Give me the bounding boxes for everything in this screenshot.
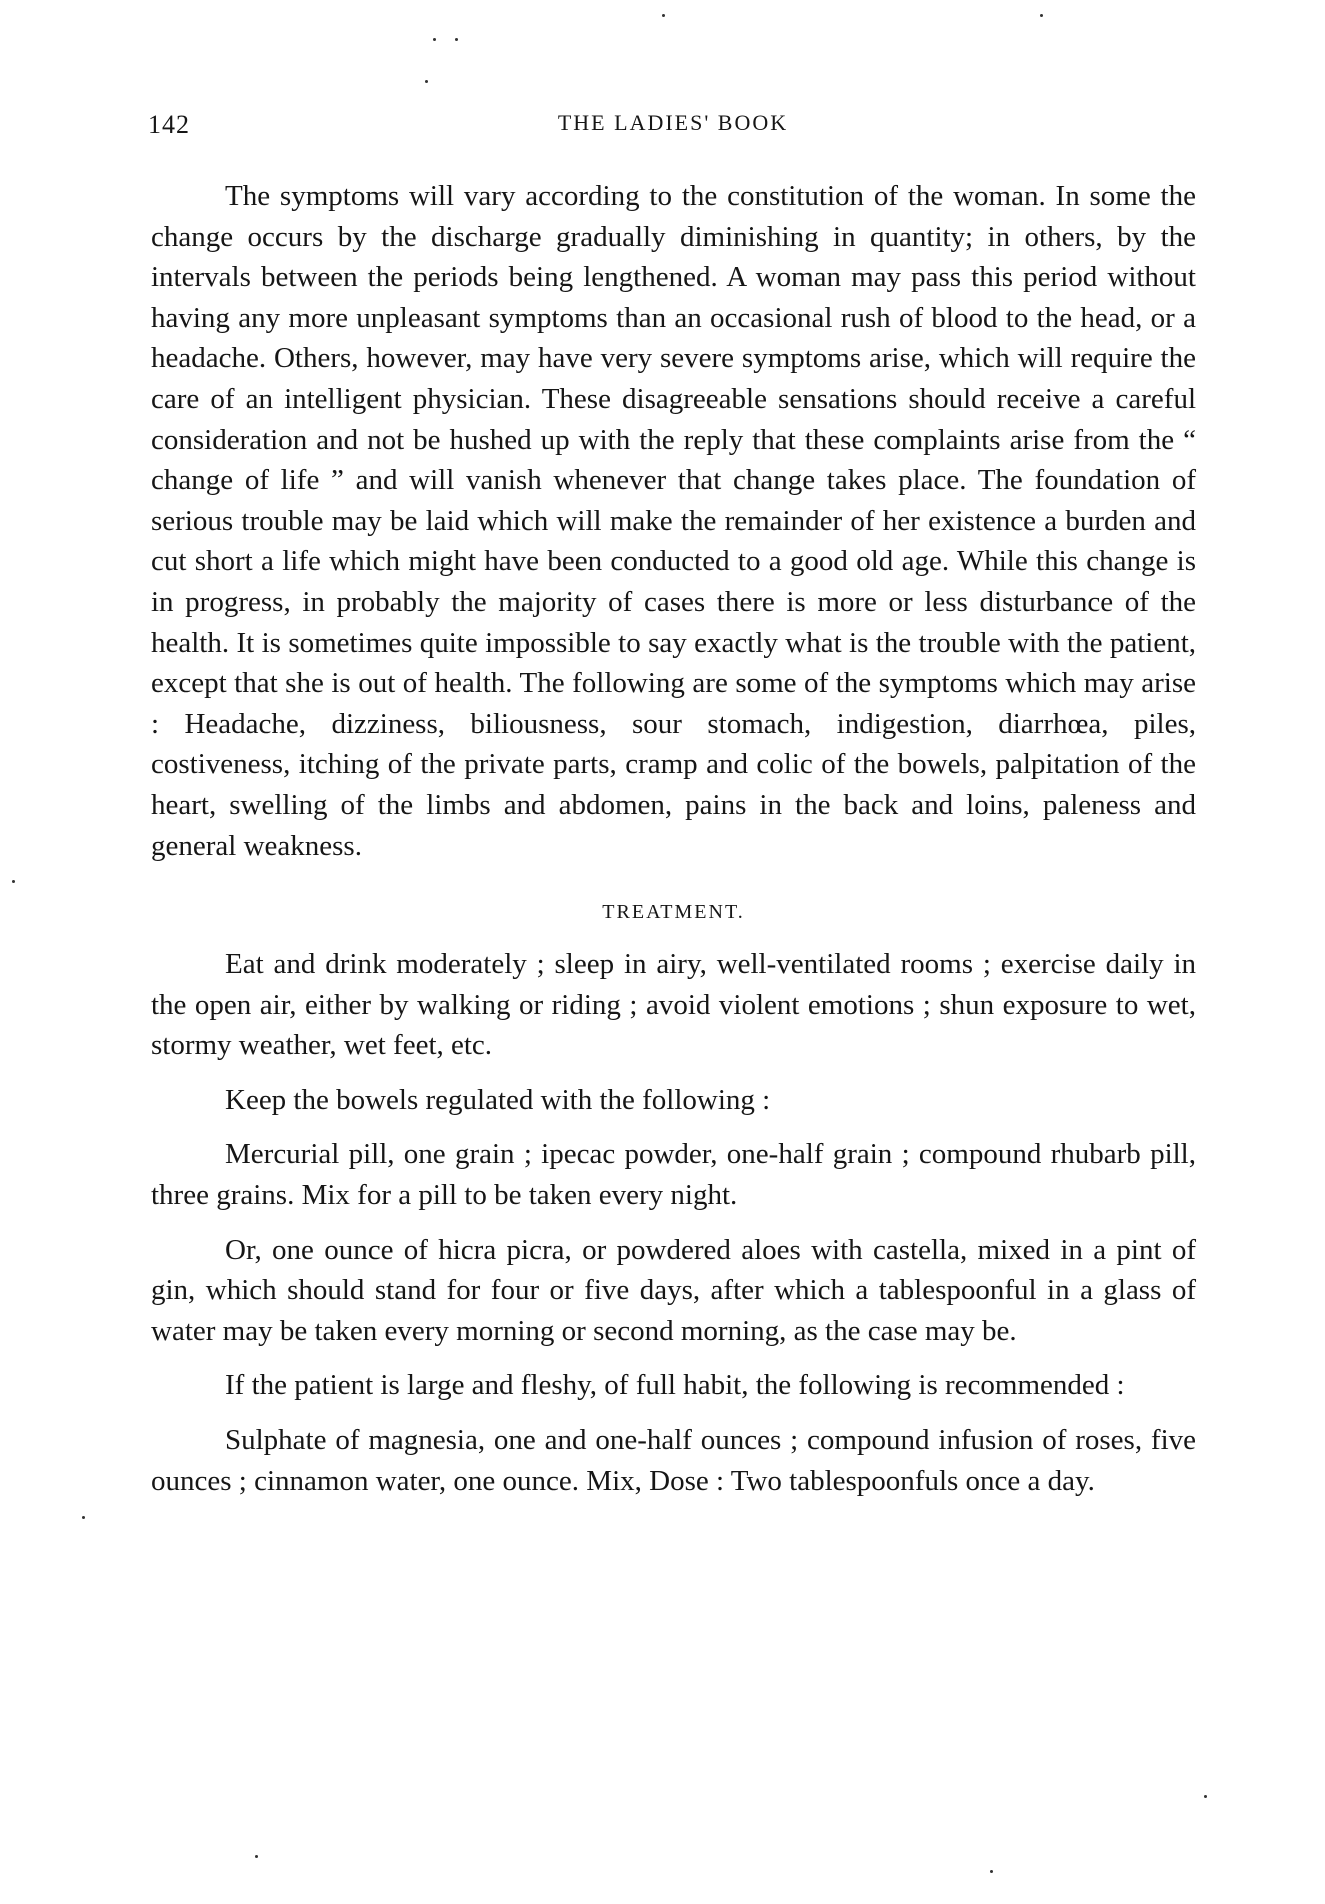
scan-speck [425, 80, 428, 83]
scan-speck [1204, 1795, 1207, 1798]
body-text [151, 176, 1196, 1501]
section-heading-treatment: TREATMENT. [602, 901, 745, 924]
scan-speck [1040, 14, 1043, 17]
scan-speck [255, 1855, 258, 1858]
scan-speck [990, 1870, 993, 1873]
page-number: 142 [148, 110, 190, 139]
paragraph-bowels: Keep the bowels regulated with the following : [225, 1083, 771, 1116]
paragraph-hicra-picra: Or, one ounce of hicra picra, or powdered aloes with castella, mixed in a pint of gin, which should stand for four or five days, after which a tablespoonful in a glass of water may be taken every morning or second morning, as the case may be. [151, 1233, 1196, 1347]
running-title: THE LADIES' BOOK [557, 110, 789, 135]
paragraph-magnesia-recipe: Sulphate of magnesia, one and one-half ounces ; compound infusion of roses, five ounces ; cinnamon water, one ounce. Mix, Dose : Two tablespoonfuls once a day. [151, 1424, 1196, 1497]
running-head [148, 110, 1198, 150]
paragraph-mercurial-pill: Mercurial pill, one grain ; ipecac powder, one-half grain ; compound rhubarb pill, three grains. Mix for a pill to be taken every night. [151, 1138, 1196, 1212]
paragraph-fleshy-patient: If the patient is large and fleshy, of full habit, the following is recommended : [225, 1369, 1125, 1402]
scan-speck [82, 1516, 85, 1519]
scan-speck [455, 38, 458, 41]
scan-speck [433, 38, 436, 41]
scan-speck [12, 880, 15, 883]
paragraph-treatment-general: Eat and drink moderately ; sleep in airy, well-ventilated rooms ; exercise daily in the open air, either by walking or riding ; avoid violent emotions ; shun exposure to wet, stormy weather, wet feet, etc. [151, 948, 1196, 1062]
scan-speck [662, 14, 665, 17]
paragraph-symptoms: The symptoms will vary according to the constitution of the woman. In some the change occurs by the discharge gradually diminishing in quantity; in others, by the intervals between the periods being lengthened. A woman may pass this period without having any more unpleasant symptoms than an occasional rush of blood to the head, or a headache. Others, however, may have very severe symptoms arise, which will require the care of an intelligent physician. These disagreeable sensations should receive a careful consideration and not be hushed up with the reply that these complaints arise from the “ change of life ” and will vanish whenever that change takes place. The foundation of serious trouble may be laid which will make the remainder of her existence a burden and cut short a life which might have been conducted to a good old age. While this change is in progress, in probably the majority of cases there is more or less disturbance of the health. It is sometimes quite impossible to say exactly what is the trouble with the patient, except that she is out of health. The following are some of the symptoms which may arise : Headache, dizziness, biliousness, sour stomach, indigestion, diarrhœa, piles, costiveness, itching of the private parts, cramp and colic of the bowels, palpitation of the heart, swelling of the limbs and abdomen, pains in the back and loins, paleness and general weakness. [151, 180, 1196, 862]
